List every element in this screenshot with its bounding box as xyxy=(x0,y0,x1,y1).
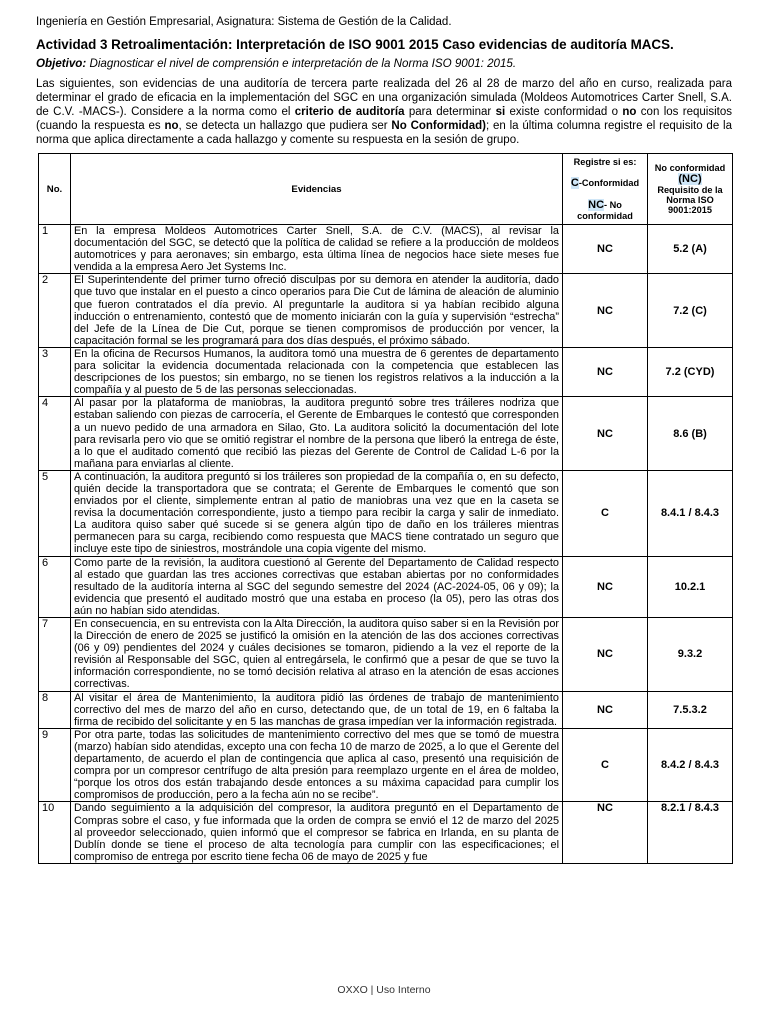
row-requirement: 8.4.2 / 8.4.3 xyxy=(648,728,733,802)
row-number: 6 xyxy=(39,556,71,617)
row-number: 4 xyxy=(39,397,71,471)
intro-bold: criterio de auditoría xyxy=(294,105,405,118)
row-evidence: A continuación, la auditora preguntó si los tráileres son propiedad de la compañía o, en su defecto, quién decide la transportadora que se contrata; el Gerente de Embarques le comentó que son enviados por el cliente, simplemente entran al patio de maniobras una vez que en la caseta se revisa la documentación correspondiente, justo a tiempo para recibir la carga y salir de inmediato. La auditora quiso saber qué sucede si se genera algún tipo de daño en los tráileres mientras permanecen para su carga, recibiendo como respuesta que MACS tiene contratado un seguro que incluye este tipo de siniestros, mostrándole una copia vigente del mismo. xyxy=(71,470,563,556)
row-requirement: 7.5.3.2 xyxy=(648,691,733,728)
table-header-row xyxy=(39,154,733,225)
row-evidence: Al visitar el área de Mantenimiento, la auditora pidió las órdenes de trabajo de mantenimiento correctivo del mes de marzo del año en curso, detectando que, de un total de 19, en 6 faltaba la firma de recibido del solicitante y en 5 las manchas de grasa impedían ver la información registrada. xyxy=(71,691,563,728)
objective-line xyxy=(36,57,516,70)
row-number: 7 xyxy=(39,618,71,692)
row-evidence: Como parte de la revisión, la auditora cuestionó al Gerente del Departamento de Calidad respecto al estado que guardan las tres acciones correctivas que estaban abiertas por no conformidades resultado de la auditoría interna al SGC del segundo semestre del 2024 (AC-2024-05, 06 y 09); la evidencia que presentó el auditado mostró que una estaba en proceso (la 05), pero las otras dos aún no habían sido atendidas. xyxy=(71,556,563,617)
intro-text: Las siguientes, son evidencias de una auditoría de tercera parte realizada del 26 al 28 de marzo del año en curso, realizada para determinar el grado de eficacia en la implementación del SGC en una organización simulada (Moldeos Automotrices Carter Snell, S.A. de C.V. -MACS-). Considere a la norma como el xyxy=(36,78,732,118)
footer-label: OXXO | Uso Interno xyxy=(337,984,431,996)
table-row xyxy=(39,691,733,728)
header-register-title: Registre si es: xyxy=(573,157,637,167)
course-line: Ingeniería en Gestión Empresarial, Asignatura: Sistema de Gestión de la Calidad. xyxy=(36,16,452,28)
intro-bold: no xyxy=(622,105,637,118)
intro-bold: no xyxy=(164,119,179,132)
intro-text: existe conformidad o xyxy=(505,105,623,118)
header-no: No. xyxy=(39,154,71,225)
row-number: 5 xyxy=(39,470,71,556)
row-evidence: Dando seguimiento a la adquisición del compresor, la auditora preguntó en el Departamento de Compras sobre el caso, y fue informada que la orden de compra se envió el 12 de marzo del 2025 al proveedor seleccionado, quien informó que el compresor se fabrica en Irlanda, en su planta de Dublín donde se tiene el proceso de alta tecnología para cumplir con las especificaciones; el compromiso de entrega por escrito tiene fecha 06 de mayo de 2025 y fue xyxy=(71,802,563,863)
row-evidence: Por otra parte, todas las solicitudes de mantenimiento correctivo del mes que se tomó de muestra (marzo) habían sido atendidas, excepto una con fecha 10 de marzo de 2025, a lo que el Gerente del departamento, de acuerdo el plan de contingencia que aplica al caso, presentó una requisición de compra por un compresor centrífugo de alta presión para reemplazo urgente en el área de moldeo, “porque los otros dos están trabajando desde entonces a su máxima capacidad para cumplir los compromisos de producción, pero a la fecha aún no se recibe”. xyxy=(71,728,563,802)
intro-bold: No Conformidad) xyxy=(391,119,486,132)
intro-text: con los requisitos (cuando la respuesta es xyxy=(36,105,733,132)
row-number: 10 xyxy=(39,802,71,863)
row-requirement: 9.3.2 xyxy=(648,618,733,692)
intro-text: para determinar xyxy=(404,105,496,118)
row-number: 1 xyxy=(39,225,71,274)
row-requirement: 10.2.1 xyxy=(648,556,733,617)
intro-text: , se detecta un hallazgo que pudiera ser xyxy=(178,119,392,132)
header-req-text: Requisito de la Norma ISO 9001:2015 xyxy=(657,185,723,215)
header-req-nc: (NC) xyxy=(678,173,702,185)
row-result: C xyxy=(563,728,648,802)
header-register xyxy=(563,154,648,225)
activity-title: Actividad 3 Retroalimentación: Interpretación de ISO 9001 2015 Caso evidencias de auditoría MACS. xyxy=(36,37,674,52)
header-requirement xyxy=(648,154,733,225)
row-requirement: 7.2 (CYD) xyxy=(648,347,733,396)
row-result: NC xyxy=(563,691,648,728)
table-row xyxy=(39,274,733,348)
table-row xyxy=(39,397,733,471)
objective-label: Objetivo: xyxy=(36,57,87,70)
row-result: NC xyxy=(563,556,648,617)
row-number: 9 xyxy=(39,728,71,802)
header-register-c-text: -Conformidad xyxy=(578,178,640,188)
header-evidence: Evidencias xyxy=(71,154,563,225)
table-row xyxy=(39,347,733,396)
table-row xyxy=(39,225,733,274)
intro-bold: si xyxy=(495,105,506,118)
table-row xyxy=(39,728,733,802)
row-result: NC xyxy=(563,802,648,863)
row-result: NC xyxy=(563,618,648,692)
row-number: 8 xyxy=(39,691,71,728)
row-result: NC xyxy=(563,397,648,471)
table-row xyxy=(39,556,733,617)
table-row xyxy=(39,618,733,692)
row-result: C xyxy=(563,470,648,556)
row-evidence: El Superintendente del primer turno ofreció disculpas por su demora en atender la auditoría, dado que tuvo que instalar en el puesto a cinco operarios para Die Cut de lámina de aleación de aluminio que fueron contratados el día previo. Al preguntarle la auditora si ya habían recibido alguna inducción o entrenamiento, contestó que de momento iniciarán con la guía y supervisión “estrecha” del Jefe de la Línea de Die Cut, porque se tienen compromisos de producción por vencer, la capacitación formal se les programará para dos días después, el próximo sábado. xyxy=(71,274,563,348)
intro-text: ; en la última columna registre el requisito de la norma que aplica directamente a cada hallazgo y comente su respuesta en la sesión de grupo. xyxy=(36,119,733,146)
header-register-c: C xyxy=(570,177,579,189)
header-register-nc: NC xyxy=(588,199,605,211)
intro-paragraph xyxy=(36,78,732,148)
row-requirement: 7.2 (C) xyxy=(648,274,733,348)
table-row xyxy=(39,470,733,556)
row-number: 3 xyxy=(39,347,71,396)
row-result: NC xyxy=(563,225,648,274)
row-evidence: En la empresa Moldeos Automotrices Carter Snell, S.A. de C.V. (MACS), al revisar la documentación del SGC, se detectó que la política de calidad se refiere a la producción de moldeos automotrices y para aeronaves; sin embargo, esta última línea de negocios hace siete meses fue vendida a la empresa Aero Jet Systems Inc. xyxy=(71,225,563,274)
row-evidence: En consecuencia, en su entrevista con la Alta Dirección, la auditora quiso saber si en la Revisión por la Dirección de enero de 2025 se justificó la omisión en la atención de las dos acciones correctivas (06 y 09) pendientes del 2024 y cuáles decisiones se tomaron, pidiendo a la vez el reporte de la revisión al Responsable del SGC, quien al entregársela, le confirmó que a pesar de que se tuvo la información correspondiente, no se tomó decisión relativa al atraso en la atención de esas acciones correctivas. xyxy=(71,618,563,692)
row-result: NC xyxy=(563,274,648,348)
row-requirement: 5.2 (A) xyxy=(648,225,733,274)
row-number: 2 xyxy=(39,274,71,348)
row-evidence: Al pasar por la plataforma de maniobras, la auditora preguntó sobre tres tráileres nodriza que estaban saliendo con piezas de carrocería, el Gerente de Embarques le contestó que corresponden a un nuevo pedido de una armadora en Silao, Gto. La auditora solicitó la documentación del lote para revisarla pero vio que se omitió registrar el nombre de la persona que liberó la entrega de éste, a lo que el auditado comentó que recibió las piezas del Gerente de Control de Calidad L-6 por la mañana para enviarlas al cliente. xyxy=(71,397,563,471)
table-row xyxy=(39,802,733,863)
row-result: NC xyxy=(563,347,648,396)
objective-text: Diagnosticar el nivel de comprensión e interpretación de la Norma ISO 9001: 2015. xyxy=(86,57,517,70)
header-register-nc-text: - No conformidad xyxy=(577,200,633,221)
row-requirement: 8.4.1 / 8.4.3 xyxy=(648,470,733,556)
row-requirement: 8.6 (B) xyxy=(648,397,733,471)
row-evidence: En la oficina de Recursos Humanos, la auditora tomó una muestra de 6 gerentes de departamento para solicitar la evidencia documentada relacionada con la competencia que establecen las descripciones de los puestos; sin embargo, no se tienen los registros relativos a la inducción a la compañía y al puesto de 5 de las personas seleccionadas. xyxy=(71,347,563,396)
header-req-title: No conformidad xyxy=(654,163,726,173)
evidence-table xyxy=(38,153,733,864)
row-requirement: 8.2.1 / 8.4.3 xyxy=(648,802,733,863)
